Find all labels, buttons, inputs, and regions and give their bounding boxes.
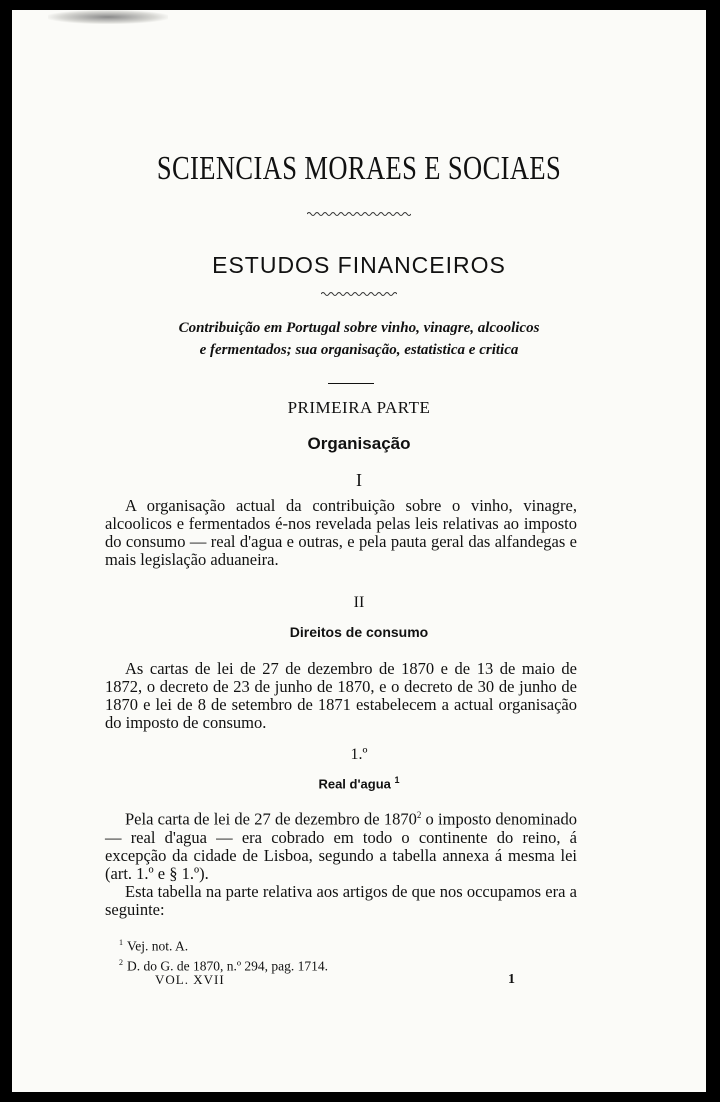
article-description [12,317,706,361]
section-heading [12,775,706,791]
footnote-1 [119,935,579,955]
section-number: 1.º [350,746,368,763]
footnote-mark: 2 [119,957,123,967]
footnotes [119,935,579,974]
paragraph-1-start: Pela carta de lei de 27 de dezembro de 1870 [125,809,417,829]
footnote-ref-1: 1 [394,775,400,785]
description-line-2: e fermentados; sua organisação, estatistica e critica [199,342,519,358]
description-line-1: Contribuição em Portugal sobre vinho, vinagre, alcoolicos [178,320,540,336]
volume-label: VOL. XVII [155,972,225,987]
part-title: PRIMEIRA PARTE [287,398,431,417]
wavy-ornament-top [12,210,706,218]
part-subtitle: Organisação [307,434,411,453]
section-heading-text: Real d'agua [318,776,391,792]
footnote-mark: 1 [119,938,123,947]
chapter-2-text: As cartas de lei de 27 de dezembro de 1870 e de 13 de maio de 1872, o decreto de 23 de junho de 1870, e o decreto de 30 de junho de 1870 e lei de 8 de setembro de 1871 estabelecem a actual organisação do imposto de consumo. [105,659,577,732]
scan-smudge [48,10,168,24]
page-number: 1 [508,972,515,987]
document-page [12,10,706,1092]
short-rule [328,383,374,384]
footnote-text: Vej. not. A. [127,938,189,954]
section-paragraphs [105,806,577,919]
chapter-1-text: A organisação actual da contribuição sobre o vinho, vinagre, alcoolicos e fermentados é-nos revelada pelas leis relativas ao imposto do consumo — real d'agua e outras, e pela pauta geral das alfandegas e mais legislação aduaneira. [105,496,577,569]
chapter-numeral-2: II [353,594,365,611]
chapter-1-paragraph [105,497,577,569]
article-title: ESTUDOS FINANCEIROS [212,252,506,278]
wavy-ornament-middle [12,290,706,298]
section-paragraph-1 [105,806,577,883]
paragraph-1-end: o imposto denominado — real d'agua — era cobrado em todo o continente do reino, á excepção da cidade de Lisboa, segundo a tabella annexa á mesma lei (art. 1.º e § 1.º). [105,809,577,883]
section-paragraph-2: Esta tabella na parte relativa aos artigos de que nos occupamos era a seguinte: [105,881,577,919]
chapter-numeral-1: I [356,470,362,490]
footnote-ref-2: 2 [416,810,422,820]
chapter-2-paragraph [105,660,577,732]
section-title: SCIENCIAS MORAES E SOCIAES [156,150,562,187]
footnote-text: D. do G. de 1870, n.º 294, pag. 1714. [127,958,329,973]
chapter-2-heading: Direitos de consumo [289,624,429,640]
